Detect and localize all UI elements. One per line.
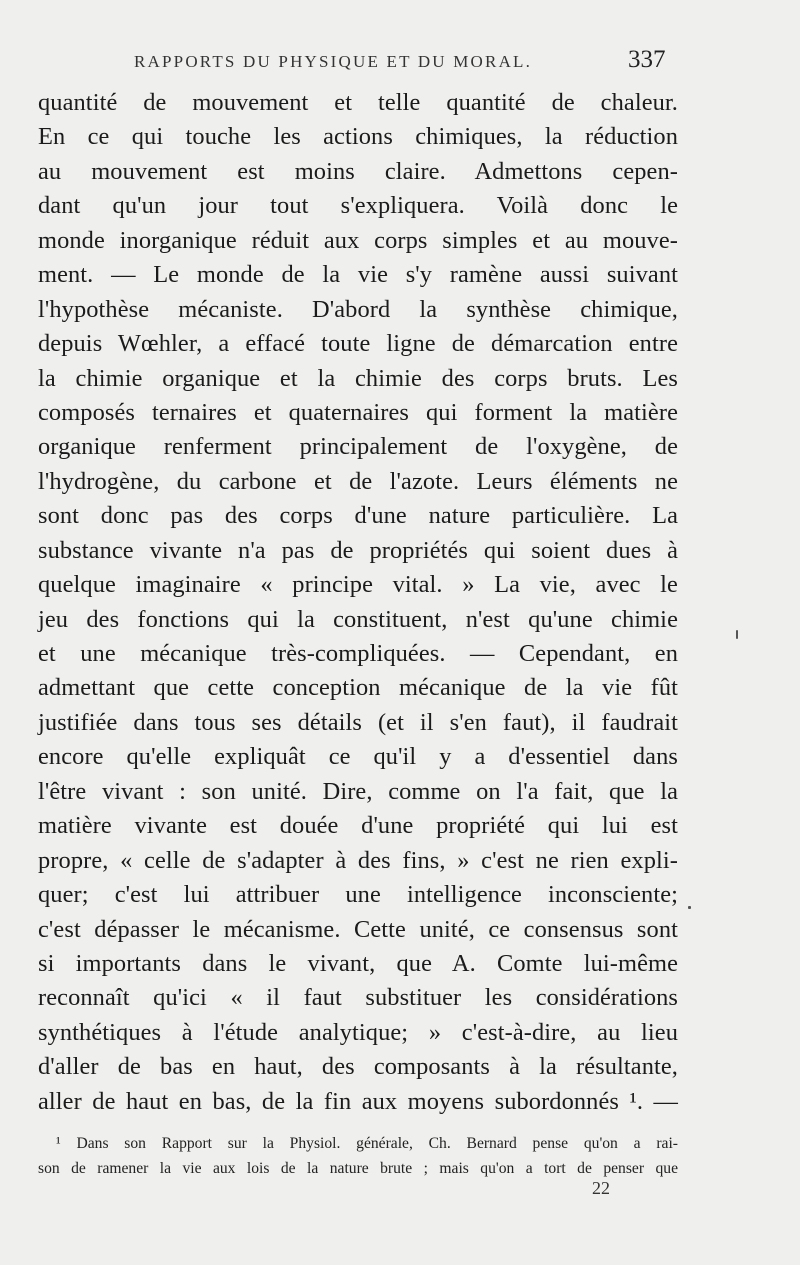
text-line: au mouvement est moins claire. Admettons cepen- [38, 157, 678, 185]
text-line: admettant que cette conception mécanique de la vie fût [38, 674, 678, 702]
running-head [36, 46, 672, 73]
text-line: organique renferment principalement de l'oxygène, de [38, 433, 678, 461]
text-line: propre, « celle de s'adapter à des fins, » c'est ne rien expli- [38, 846, 678, 874]
page-number: 337 [628, 46, 666, 73]
running-title: RAPPORTS DU PHYSIQUE ET DU MORAL. [134, 52, 533, 71]
text-line: composés ternaires et quaternaires qui forment la matière [38, 398, 678, 426]
text-line: quantité de mouvement et telle quantité de chaleur. [38, 89, 678, 116]
text-line: synthétiques à l'étude analytique; » c'est-à-dire, au lieu [38, 1018, 678, 1046]
text-line: sont donc pas des corps d'une nature particulière. La [38, 502, 678, 530]
print-speck [688, 906, 691, 909]
footnote-line: ¹ Dans son Rapport sur la Physiol. générale, Ch. Bernard pense qu'on a rai- [56, 1135, 678, 1152]
body-text [38, 86, 678, 1119]
text-line: si importants dans le vivant, que A. Comte lui-même [38, 949, 678, 977]
text-line: ment. — Le monde de la vie s'y ramène aussi suivant [38, 261, 678, 289]
text-line: c'est dépasser le mécanisme. Cette unité, ce consensus sont [38, 915, 678, 943]
signature-mark: 22 [592, 1178, 610, 1198]
text-line: la chimie organique et la chimie des corps bruts. Les [38, 364, 678, 392]
text-line: l'hydrogène, du carbone et de l'azote. Leurs éléments ne [38, 467, 678, 495]
text-line: justifiée dans tous ses détails (et il s'en faut), il faudrait [38, 708, 678, 736]
text-line: quelque imaginaire « principe vital. » La vie, avec le [38, 571, 678, 599]
text-line: l'hypothèse mécaniste. D'abord la synthèse chimique, [38, 295, 678, 323]
text-line: monde inorganique réduit aux corps simples et au mouve- [38, 226, 678, 254]
text-line: et une mécanique très-compliquées. — Cependant, en [38, 640, 678, 667]
text-line: l'être vivant : son unité. Dire, comme on l'a fait, que la [38, 777, 678, 805]
text-line: matière vivante est douée d'une propriété qui lui est [38, 812, 678, 840]
text-line: jeu des fonctions qui la constituent, n'est qu'une chimie [38, 605, 678, 633]
footnote [38, 1131, 678, 1181]
text-line: dant qu'un jour tout s'expliquera. Voilà donc le [38, 192, 678, 220]
text-line: encore qu'elle expliquât ce qu'il y a d'essentiel dans [38, 743, 678, 771]
text-line: d'aller de bas en haut, des composants à la résultante, [38, 1053, 678, 1081]
text-line: depuis Wœhler, a effacé toute ligne de démarcation entre [38, 330, 678, 358]
text-line: quer; c'est lui attribuer une intelligence inconsciente; [38, 881, 678, 909]
text-line: reconnaît qu'ici « il faut substituer les considérations [38, 984, 678, 1012]
text-line: substance vivante n'a pas de propriétés qui soient dues à [38, 536, 678, 564]
text-line: aller de haut en bas, de la fin aux moyens subordonnés ¹. — [38, 1087, 678, 1115]
footnote-line: son de ramener la vie aux lois de la nature brute ; mais qu'on a tort de penser que [38, 1160, 678, 1177]
print-speck [736, 630, 738, 639]
text-line: En ce qui touche les actions chimiques, la réduction [38, 123, 678, 151]
